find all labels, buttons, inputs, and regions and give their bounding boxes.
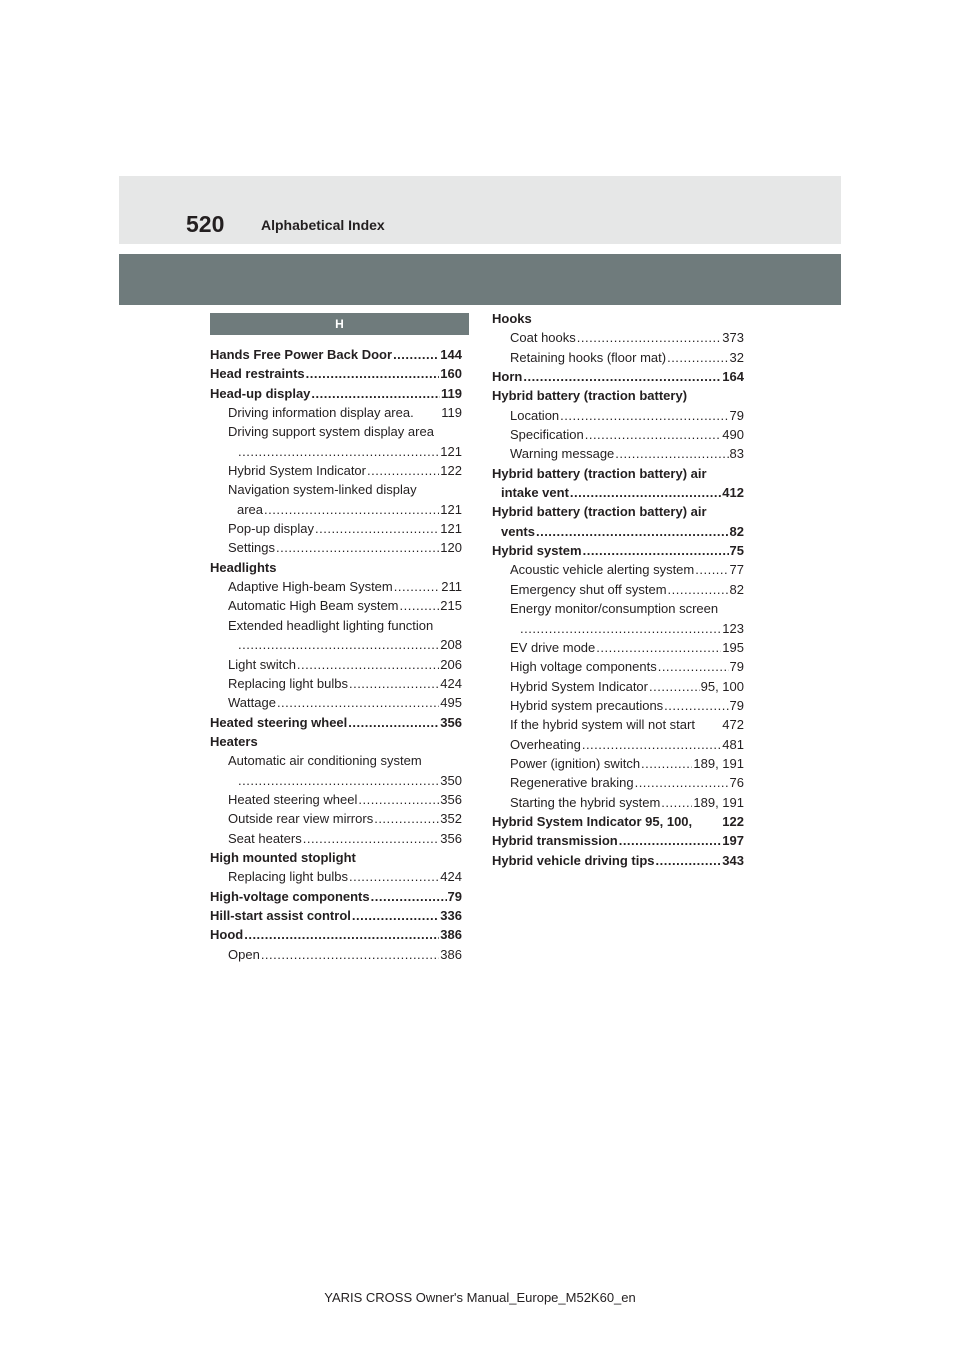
index-heading [492, 812, 744, 831]
page-reference[interactable]: 82 [729, 523, 744, 539]
entry-text: Acoustic vehicle alerting system [510, 562, 695, 578]
index-subentry [210, 674, 462, 693]
entry-text: Heated steering wheel [210, 714, 348, 730]
page-reference[interactable]: 121 [440, 501, 462, 517]
leader-dots [582, 735, 721, 754]
leader-dots [367, 461, 439, 480]
entry-text: Hands Free Power Back Door [210, 347, 393, 362]
page-reference[interactable]: 211 [441, 579, 462, 595]
index-subentry [492, 444, 744, 463]
entry-text: Extended headlight lighting function [228, 617, 434, 633]
leader-dots [277, 693, 439, 712]
leader-dots [667, 348, 728, 367]
index-heading [210, 345, 462, 364]
index-subentry [492, 657, 744, 676]
index-heading [210, 848, 462, 867]
index-heading [492, 464, 744, 483]
index-subentry [210, 596, 462, 615]
entry-text: Specification [510, 427, 584, 443]
section-title: Alphabetical Index [261, 217, 385, 233]
leader-dots [658, 657, 729, 676]
page-reference[interactable]: 208 [440, 637, 462, 653]
index-heading [210, 364, 462, 383]
entry-text: Light switch [228, 656, 296, 672]
index-subentry [210, 616, 462, 635]
page-reference[interactable]: 121 [440, 443, 462, 459]
page-reference[interactable]: 119 [441, 405, 462, 421]
index-subentry [492, 754, 744, 773]
leader-dots [536, 522, 729, 541]
page-reference[interactable]: 424 [440, 675, 462, 691]
index-subentry [210, 403, 462, 422]
page-reference[interactable]: 122 [722, 813, 744, 829]
entry-text: Head-up display [210, 385, 311, 401]
leader-dots [238, 442, 439, 461]
leader-dots [311, 384, 440, 403]
index-subentry [210, 538, 462, 557]
leader-dots [635, 773, 729, 792]
page-reference[interactable]: 386 [440, 946, 462, 962]
entry-text: Hybrid battery (traction battery) air [492, 465, 707, 481]
entry-text: Replacing light bulbs [228, 869, 348, 885]
index-subentry [210, 945, 462, 964]
page-reference[interactable]: 95, 100 [700, 678, 744, 694]
entry-text: Heaters [210, 733, 258, 749]
index-subentry [210, 655, 462, 674]
page-reference[interactable]: 83 [729, 446, 744, 462]
index-subentry [210, 577, 462, 596]
page-reference[interactable]: 481 [722, 736, 744, 752]
page-reference[interactable]: 195 [722, 639, 744, 655]
entry-text: Automatic air conditioning system [228, 753, 422, 769]
leader-dots [619, 831, 722, 850]
entry-text: Warning message [510, 446, 615, 462]
entry-text: Overheating [510, 736, 581, 752]
entry-text: Navigation system-linked display [228, 482, 417, 498]
entry-text: Hybrid system precautions [510, 697, 664, 713]
page-reference[interactable]: 79 [447, 888, 462, 904]
entry-text: Hooks [492, 311, 532, 326]
leader-dots [315, 519, 439, 538]
index-subentry [492, 773, 744, 792]
leader-dots [393, 345, 439, 364]
leader-dots [374, 809, 439, 828]
index-heading [210, 384, 462, 403]
page-reference[interactable]: 189, 191 [693, 755, 744, 771]
index-heading [210, 732, 462, 751]
leader-dots [348, 713, 439, 732]
entry-text: vents [501, 523, 535, 539]
index-subentry [492, 715, 744, 734]
index-subentry [492, 560, 744, 579]
index-subentry [492, 677, 744, 696]
entry-text: intake vent [501, 485, 569, 501]
entry-text: Power (ignition) switch [510, 755, 641, 771]
page-reference[interactable]: 343 [722, 852, 744, 868]
page-reference[interactable]: 352 [440, 811, 462, 827]
header-band [119, 176, 841, 244]
index-subentry [210, 461, 462, 480]
entry-text: Retaining hooks (floor mat) [510, 349, 667, 365]
leader-dots [276, 538, 439, 557]
leader-dots [649, 677, 700, 696]
entry-text: Outside rear view mirrors [228, 811, 374, 827]
index-heading [492, 367, 744, 386]
leader-dots [244, 925, 439, 944]
entry-text: Replacing light bulbs [228, 675, 348, 691]
leader-dots [520, 619, 721, 638]
index-subentry [210, 500, 462, 519]
entry-text: Hood [210, 927, 244, 943]
entry-text: Hybrid System Indicator 95, 100, [492, 813, 693, 829]
page-reference[interactable]: 79 [729, 659, 744, 675]
page-reference[interactable]: 122 [440, 463, 462, 479]
leader-dots [394, 577, 441, 596]
leader-dots [400, 596, 440, 615]
index-heading [492, 541, 744, 560]
entry-text: Hybrid battery (traction battery) air [492, 504, 707, 520]
page-reference[interactable]: 82 [729, 581, 744, 597]
page-reference[interactable]: 215 [440, 598, 462, 614]
entry-text: Hybrid System Indicator [510, 678, 648, 694]
index-subentry [210, 809, 462, 828]
entry-text: Hill-start assist control [210, 907, 351, 923]
page-reference[interactable]: 386 [440, 927, 462, 943]
leader-dots [238, 635, 439, 654]
index-letter-badge: H [210, 313, 469, 335]
index-subentry [492, 599, 744, 618]
page-reference[interactable]: 424 [440, 869, 462, 885]
index-subentry [492, 425, 744, 444]
index-subentry [210, 790, 462, 809]
entry-text: Regenerative braking [510, 775, 634, 791]
entry-text: Head restraints [210, 366, 305, 382]
index-heading [210, 925, 462, 944]
index-subentry [492, 619, 744, 638]
entry-text: Horn [492, 369, 523, 385]
index-heading [492, 502, 744, 521]
index-heading [210, 906, 462, 925]
entry-text: Automatic High Beam system [228, 598, 399, 614]
index-subentry [210, 635, 462, 654]
entry-text: Driving information display area. [228, 405, 414, 421]
entry-text: Energy monitor/consumption screen [510, 601, 719, 617]
index-heading [210, 713, 462, 732]
page-number: 520 [186, 211, 225, 237]
leader-dots [358, 790, 439, 809]
index-heading [492, 851, 744, 870]
entry-text: Heated steering wheel [228, 791, 358, 807]
entry-text: Hybrid transmission [492, 833, 618, 849]
index-subentry [492, 328, 744, 347]
entry-text: Settings [228, 540, 275, 556]
leader-dots [297, 655, 439, 674]
page-reference[interactable]: 76 [729, 775, 744, 791]
entry-text: If the hybrid system will not start [510, 717, 695, 733]
page-reference[interactable]: 121 [440, 521, 462, 537]
entry-text: Location [510, 407, 560, 423]
entry-text: Headlights [210, 559, 277, 575]
page-reference[interactable]: 356 [440, 830, 462, 846]
page-reference[interactable]: 160 [440, 366, 462, 382]
leader-dots [596, 638, 721, 657]
page-reference[interactable]: 495 [440, 695, 462, 711]
page-reference[interactable]: 144 [440, 347, 462, 362]
index-heading [210, 887, 462, 906]
entry-text: Adaptive High-beam System [228, 579, 393, 595]
page-reference[interactable]: 206 [440, 656, 462, 672]
entry-text: Starting the hybrid system [510, 794, 661, 810]
index-subentry [492, 406, 744, 425]
index-subentry [492, 793, 744, 812]
index-subentry [492, 638, 744, 657]
index-subentry [492, 580, 744, 599]
index-heading [210, 558, 462, 577]
page-reference[interactable]: 75 [729, 543, 744, 559]
page-reference[interactable]: 350 [440, 772, 462, 788]
leader-dots [303, 829, 440, 848]
entry-text: Pop-up display [228, 521, 314, 537]
leader-dots [577, 328, 722, 347]
page-reference[interactable]: 79 [729, 407, 744, 423]
leader-dots [641, 754, 692, 773]
page-reference[interactable]: 123 [722, 620, 744, 636]
index-subentry [210, 422, 462, 441]
index-subentry [210, 693, 462, 712]
footer-manual-id: YARIS CROSS Owner's Manual_Europe_M52K60_en [324, 1290, 636, 1305]
leader-dots [523, 367, 721, 386]
leader-dots [668, 580, 729, 599]
index-subentry [210, 519, 462, 538]
page-reference[interactable]: 189, 191 [693, 794, 744, 810]
leader-dots [349, 674, 439, 693]
index-heading [492, 522, 744, 541]
index-subentry [210, 480, 462, 499]
page-reference[interactable]: 164 [722, 369, 744, 385]
leader-dots [371, 887, 447, 906]
page-reference[interactable]: 32 [729, 349, 744, 365]
index-heading [492, 309, 744, 328]
entry-text: Open [228, 946, 260, 962]
title-bar [119, 254, 841, 305]
leader-dots [352, 906, 439, 925]
index-subentry [210, 829, 462, 848]
page-reference[interactable]: 197 [722, 833, 744, 849]
index-column-right [492, 309, 744, 870]
entry-text: Emergency shut off system [510, 581, 667, 597]
entry-text: EV drive mode [510, 639, 596, 655]
index-subentry [492, 348, 744, 367]
index-column-left [210, 345, 462, 964]
index-subentry [492, 696, 744, 715]
entry-text: Wattage [228, 695, 276, 711]
page-reference[interactable]: 356 [440, 791, 462, 807]
entry-text: Hybrid system [492, 543, 582, 559]
index-subentry [492, 735, 744, 754]
entry-text: Driving support system display area [228, 424, 434, 440]
entry-text: Hybrid System Indicator [228, 463, 366, 479]
page-reference[interactable]: 119 [441, 385, 462, 401]
leader-dots [583, 541, 729, 560]
leader-dots [306, 364, 440, 383]
entry-text: High mounted stoplight [210, 849, 356, 865]
index-heading [492, 831, 744, 850]
page-reference[interactable]: 356 [440, 714, 462, 730]
entry-text: Hybrid vehicle driving tips [492, 852, 655, 868]
index-subentry [210, 771, 462, 790]
leader-dots [661, 793, 692, 812]
entry-text: Coat hooks [510, 330, 576, 346]
leader-dots [656, 851, 722, 870]
leader-dots [615, 444, 728, 463]
leader-dots [570, 483, 721, 502]
entry-text: Seat heaters [228, 830, 302, 846]
leader-dots [560, 406, 728, 425]
leader-dots [585, 425, 722, 444]
index-subentry [210, 751, 462, 770]
page-reference[interactable]: 373 [722, 330, 744, 346]
entry-text: area [237, 501, 264, 517]
index-heading [492, 483, 744, 502]
entry-text: High voltage components [510, 659, 657, 675]
leader-dots [264, 500, 439, 519]
page-reference[interactable]: 336 [440, 907, 462, 923]
index-subentry [210, 442, 462, 461]
leader-dots [261, 945, 439, 964]
entry-text: High-voltage components [210, 888, 370, 904]
page-reference[interactable]: 77 [729, 562, 744, 578]
page-reference[interactable]: 490 [722, 427, 744, 443]
leader-dots [349, 867, 439, 886]
entry-text: Hybrid battery (traction battery) [492, 388, 688, 404]
leader-dots [238, 771, 439, 790]
leader-dots [695, 560, 728, 579]
page-reference[interactable]: 412 [722, 485, 744, 501]
page-reference[interactable]: 79 [729, 697, 744, 713]
index-heading [492, 386, 744, 405]
leader-dots [664, 696, 728, 715]
index-subentry [210, 867, 462, 886]
page-reference[interactable]: 472 [722, 717, 744, 733]
page-reference[interactable]: 120 [440, 540, 462, 556]
